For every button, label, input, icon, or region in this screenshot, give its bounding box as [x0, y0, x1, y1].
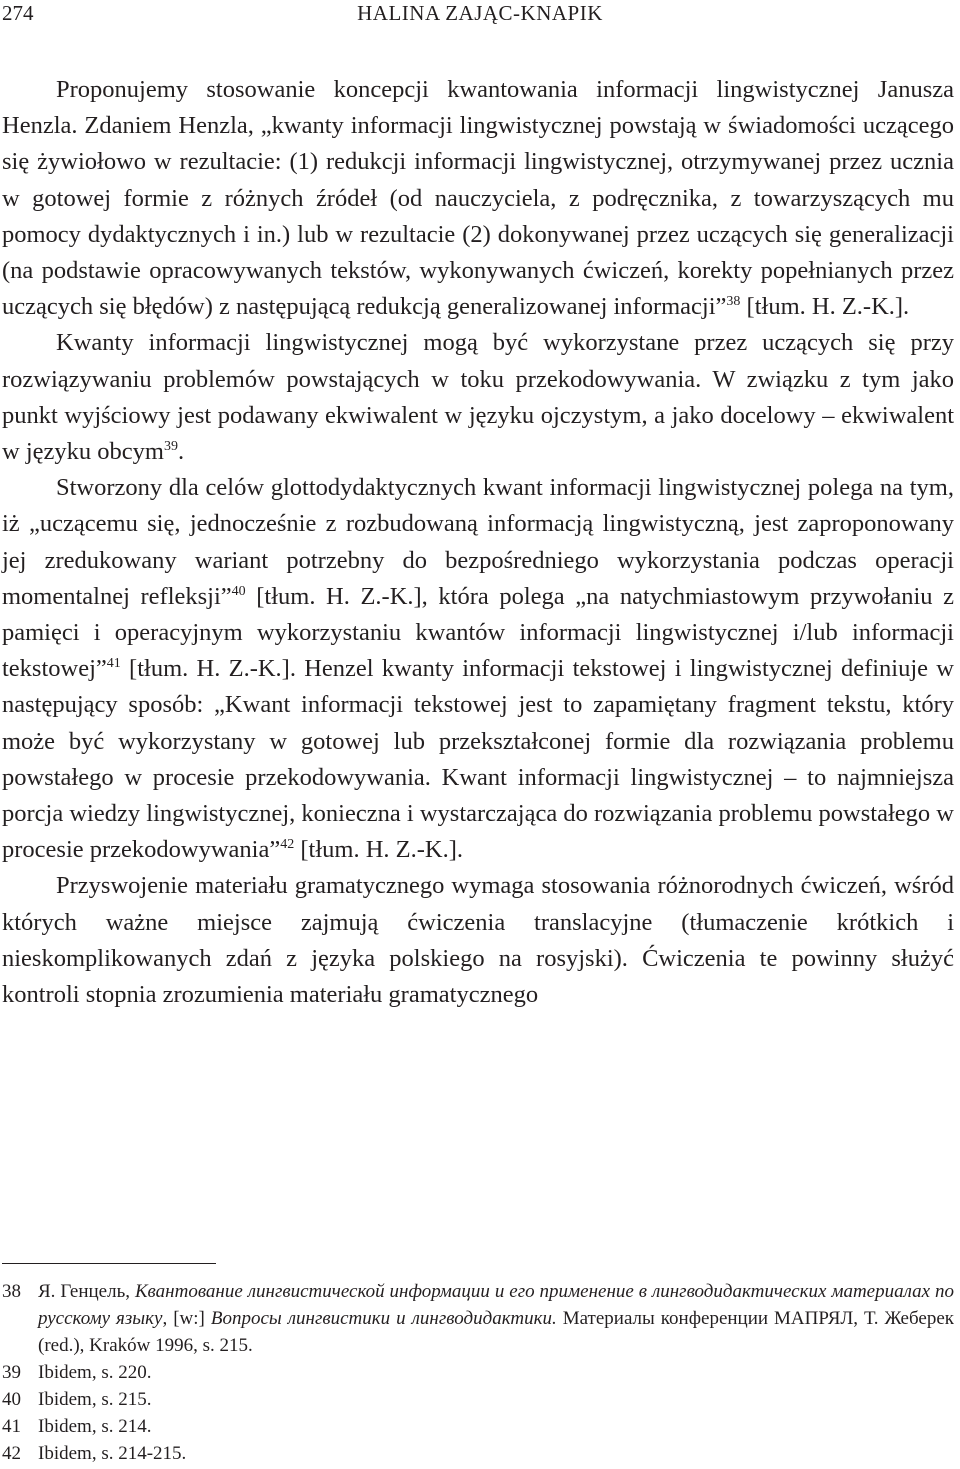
paragraph-4-text: Przyswojenie materiału gramatycznego wymaga stosowania różnorodnych ćwiczeń, wśród których ważne miejsce zajmują ćwiczenia translacyjne (tłumaczenie krótkich i nieskomplikowanych zdań z języka polskiego na rosyjski). Ćwiczenia te powinny służyć kontroli stopnia zrozumienia materiału gramatycznego [2, 872, 954, 1009]
paragraph-3-text-a: Stworzony dla celów glottodydaktycznych kwant informacji lingwistycznej polega na tym, iż „uczącemu się, jednocześnie z rozbudowaną informacją lingwistyczną, jest zaproponowany jej zredukowany wariant potrzebny do bezpośredniego wykorzystania podczas operacji momentalnej refleksji” [2, 474, 954, 610]
footnote-41 [2, 1413, 954, 1440]
footnote-details: Материалы конференции МАПРЯЛ, Т. Жеберек (red.), Kraków 1996, s. 215. [38, 1308, 954, 1356]
footnote-author: Я. Генцель, [38, 1281, 135, 1302]
footnote-number: 39 [2, 1362, 21, 1383]
footnote-ref-41: 41 [106, 656, 121, 672]
footnote-ref-40: 40 [231, 583, 246, 599]
footnote-39 [2, 1359, 954, 1386]
footnote-text: Ibidem, s. 215. [38, 1389, 152, 1410]
footnote-separator [2, 1263, 216, 1264]
footnote-40 [2, 1386, 954, 1413]
main-text [2, 72, 954, 1013]
footnote-title: Квантование лингвистической информации и его применение в лингводидактических материалах по русскому языку [38, 1281, 954, 1329]
footnote-source: Вопросы лингвистики и лингводидактики. [210, 1308, 557, 1329]
page-header [0, 0, 960, 28]
footnote-number: 40 [2, 1389, 21, 1410]
paragraph-4 [2, 868, 954, 1013]
paragraph-1-text: Proponujemy stosowanie koncepcji kwantowania informacji lingwistycznej Janusza Henzla. Zdaniem Henzla, „kwanty informacji lingwistycznej powstają w świadomości uczącego się żywiołowo w rezultacie: (1) redukcji informacji lingwistycznej, otrzymywanej przez ucznia w gotowej formie z różnych źródeł (od nauczyciela, z podręcznika, z towarzyszących mu pomocy dydaktycznych i in.) lub w rezultacie (2) dokonywanej przez uczących się generalizacji (na podstawie opracowywanych tekstów, wykonywanych ćwiczeń, korekty popełnianych przez uczących się błędów) z następującą redukcją generalizowanej informacji” [2, 76, 954, 321]
footnote-number: 41 [2, 1416, 21, 1437]
page-number: 274 [2, 1, 34, 25]
footnote-42 [2, 1440, 954, 1467]
paragraph-3-text-d: [tłum. H. Z.-K.]. [294, 836, 463, 864]
footnote-38 [2, 1278, 954, 1359]
paragraph-1-tail: [tłum. H. Z.-K.]. [740, 293, 910, 321]
paragraph-2-text: Kwanty informacji lingwistycznej mogą być wykorzystane przez uczących się przy rozwiązywaniu problemów powstających w toku przekodowywania. W związku z tym jako punkt wyjściowy jest podawany ekwiwalent w języku ojczystym, a jako docelowy – ekwiwalent w języku obcym [2, 329, 954, 466]
footnote-text: Ibidem, s. 214-215. [38, 1443, 187, 1464]
footnote-in: , [w:] [162, 1308, 211, 1329]
paragraph-2 [2, 325, 954, 470]
footnote-number: 42 [2, 1443, 21, 1464]
running-head: HALINA ZAJĄC-KNAPIK [357, 1, 603, 25]
footnote-text: Ibidem, s. 220. [38, 1362, 152, 1383]
paragraph-2-tail: . [177, 438, 185, 466]
footnote-ref-38: 38 [726, 294, 741, 310]
footnote-number: 38 [2, 1281, 21, 1302]
footnote-ref-39: 39 [163, 438, 178, 454]
footnote-ref-42: 42 [280, 837, 295, 853]
footnote-text: Ibidem, s. 214. [38, 1416, 152, 1437]
footnotes [2, 1278, 954, 1467]
paragraph-3 [2, 470, 954, 868]
paragraph-1 [2, 72, 954, 325]
paragraph-3-text-b: [tłum. H. Z.-K.], która polega „na natychmiastowym przywołaniu z pamięci i operacyjnym wykorzystaniu kwantów informacji lingwistycznej i/lub informacji tekstowej” [2, 582, 954, 683]
paragraph-3-text-c: [tłum. H. Z.-K.]. Henzel kwanty informacji tekstowej i lingwistycznej definiuje w następujący sposób: „Kwant informacji tekstowej jest to zapamiętany fragment tekstu, który może być wykorzystany w gotowej lub przekształconej formie dla rozwiązania problemu powstałego w procesie przekodowywania. Kwant informacji lingwistycznej – to najmniejsza porcja wiedzy lingwistycznej, konieczna i wystarczająca do rozwiązania problemu powstałego w procesie przekodowywania” [2, 655, 954, 864]
